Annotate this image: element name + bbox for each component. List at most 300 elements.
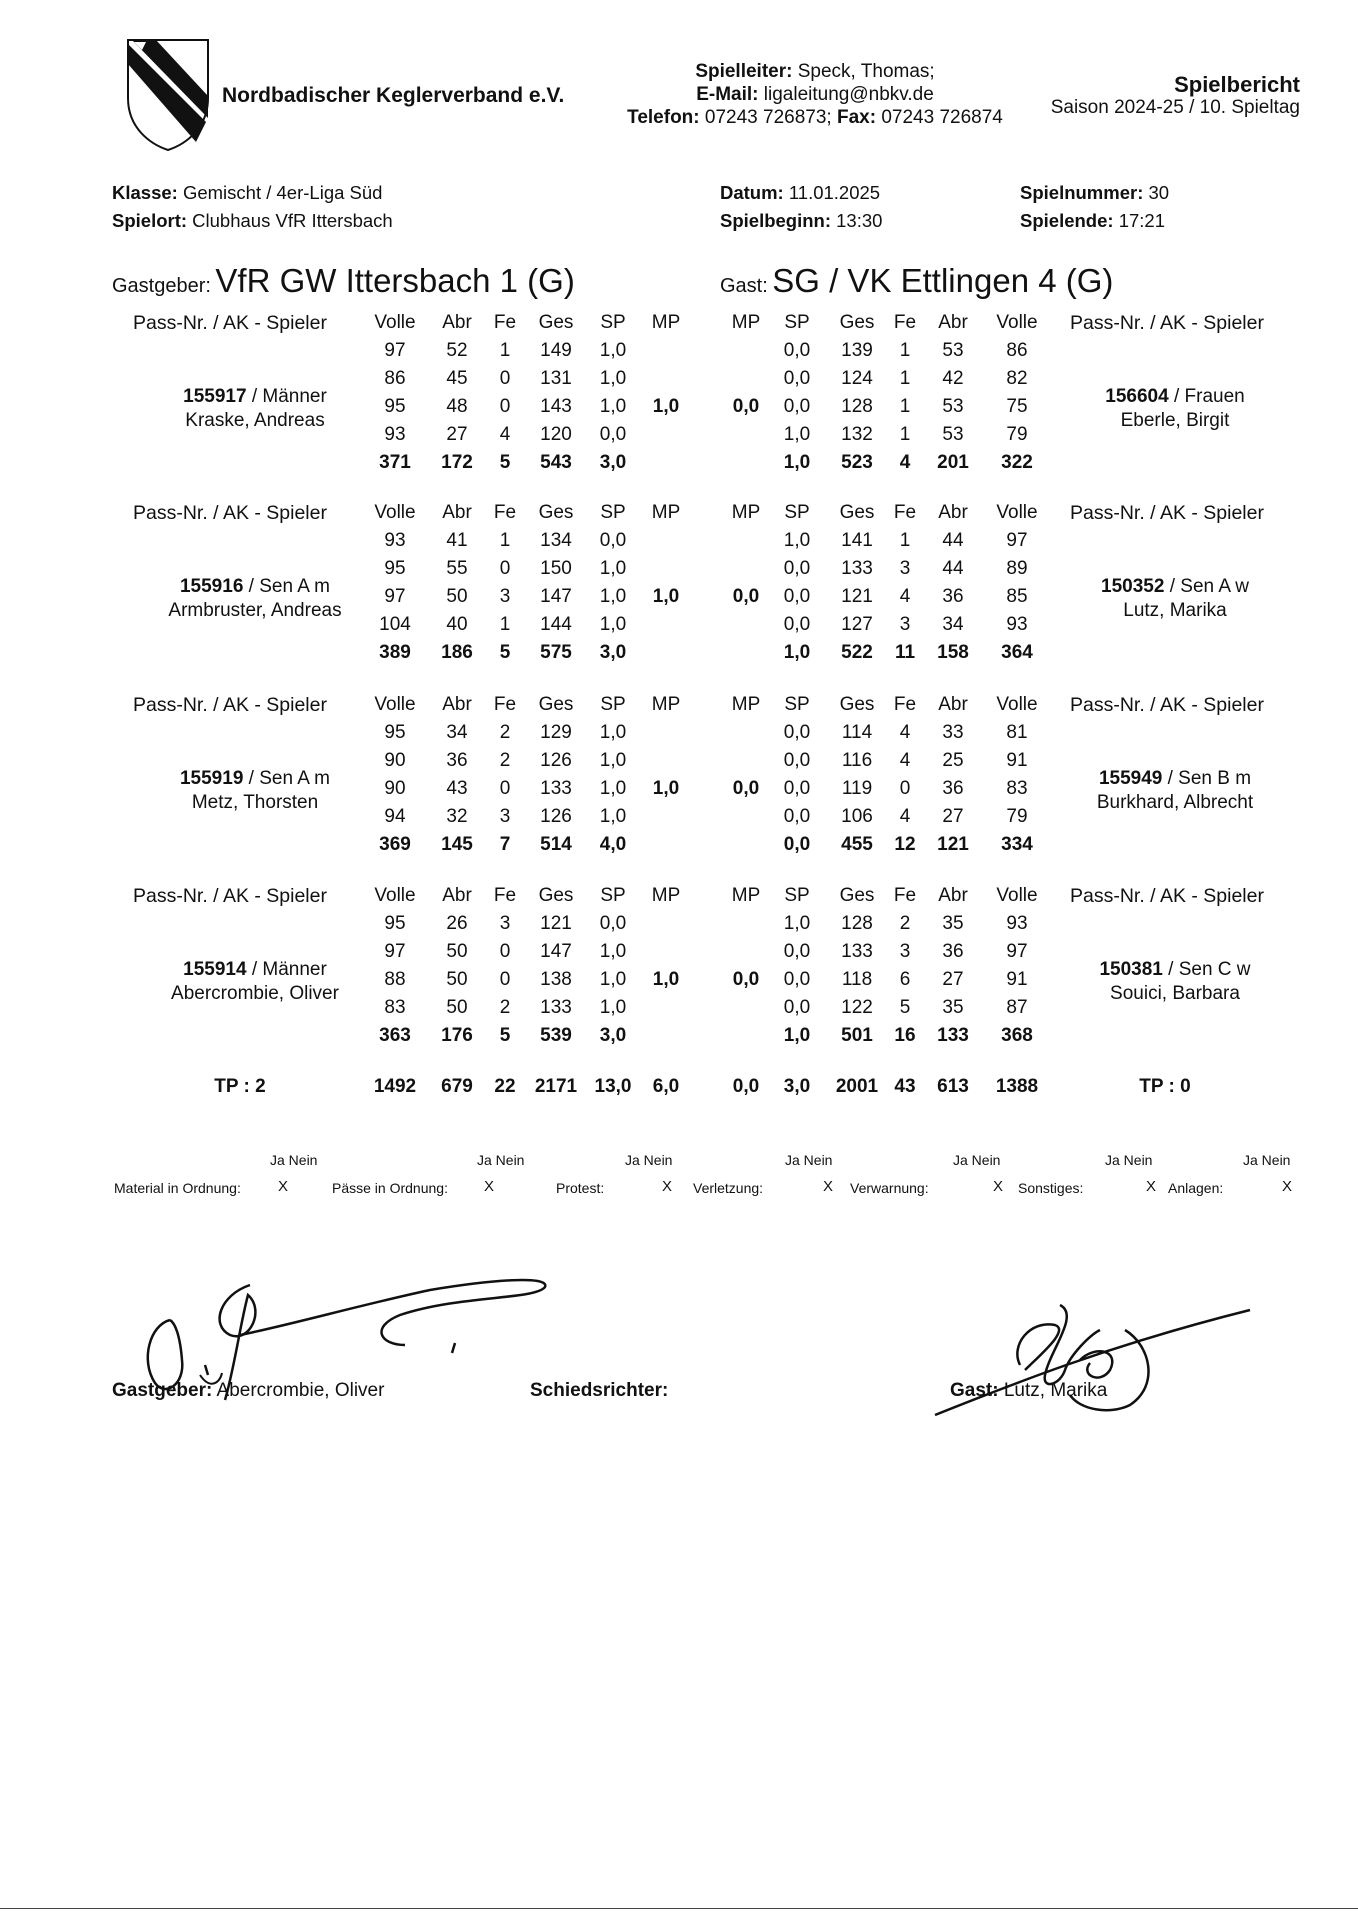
guest-score-cell: 0,0 xyxy=(783,586,811,607)
home-score-cell: 88 xyxy=(384,969,406,990)
home-score-cell: 0,0 xyxy=(599,530,627,551)
guest-column-header: SP xyxy=(784,885,810,906)
guest-score-cell: 81 xyxy=(1006,722,1028,743)
home-score-cell: 93 xyxy=(384,424,406,445)
home-subtotal-cell: 5 xyxy=(499,1025,511,1046)
guest-score-cell: 0,0 xyxy=(783,340,811,361)
guest-score-cell: 118 xyxy=(841,969,873,990)
guest-subtotal-cell: 455 xyxy=(841,834,873,855)
home-score-cell: 41 xyxy=(446,530,468,551)
league-email: E-Mail: ligaleitung@nbkv.de xyxy=(696,84,934,105)
guest-player: 156604 / Frauen Eberle, Birgit xyxy=(1105,386,1245,431)
guest-score-cell: 139 xyxy=(841,340,873,361)
home-score-cell: 149 xyxy=(540,340,572,361)
guest-score-cell: 141 xyxy=(841,530,873,551)
home-score-cell: 45 xyxy=(446,368,468,389)
home-score-cell: 1,0 xyxy=(599,368,627,389)
guest-score-cell: 128 xyxy=(841,396,873,417)
guest-column-header: Fe xyxy=(893,885,917,906)
home-score-cell: 1,0 xyxy=(599,722,627,743)
checklist-mark: X xyxy=(278,1178,289,1195)
guest-subtotal-cell: 522 xyxy=(841,642,873,663)
association-logo xyxy=(126,38,210,152)
home-score-cell: 0 xyxy=(499,368,511,389)
checklist-mark: X xyxy=(1146,1178,1157,1195)
guest-table-points: TP : 0 xyxy=(1139,1076,1191,1097)
guest-column-header: Abr xyxy=(938,312,968,333)
guest-subtotal-cell: 322 xyxy=(1001,452,1033,473)
guest-column-header: Ges xyxy=(839,885,875,906)
ja-nein-header: Ja Nein xyxy=(785,1152,833,1168)
guest-score-cell: 91 xyxy=(1006,750,1028,771)
home-score-cell: 50 xyxy=(446,969,468,990)
home-team: Gastgeber: VfR GW Ittersbach 1 (G) xyxy=(112,262,575,299)
home-score-cell: 1 xyxy=(499,530,511,551)
guest-player-header: Pass-Nr. / AK - Spieler xyxy=(1070,502,1264,524)
checklist-label: Protest: xyxy=(556,1180,605,1196)
checklist-mark: X xyxy=(662,1178,673,1195)
home-score-cell: 27 xyxy=(446,424,468,445)
home-subtotal-cell: 3,0 xyxy=(599,452,627,473)
guest-score-cell: 0,0 xyxy=(783,396,811,417)
guest-score-cell: 42 xyxy=(942,368,964,389)
checklist-label: Material in Ordnung: xyxy=(114,1180,241,1196)
home-table-points: TP : 2 xyxy=(214,1076,266,1097)
home-grand-total-cell: 6,0 xyxy=(652,1076,680,1097)
guest-score-cell: 89 xyxy=(1006,558,1028,579)
home-column-header: Ges xyxy=(538,502,574,523)
guest-score-cell: 25 xyxy=(942,750,964,771)
home-player-header: Pass-Nr. / AK - Spieler xyxy=(133,312,327,334)
home-score-cell: 0 xyxy=(499,396,511,417)
home-subtotal-cell: 145 xyxy=(441,834,473,855)
checklist-label: Sonstiges: xyxy=(1018,1180,1084,1196)
home-score-cell: 86 xyxy=(384,368,406,389)
guest-score-cell: 85 xyxy=(1006,586,1028,607)
home-player-header: Pass-Nr. / AK - Spieler xyxy=(133,502,327,524)
guest-score-cell: 6 xyxy=(899,969,911,990)
home-score-cell: 1,0 xyxy=(599,396,627,417)
home-column-header: Fe xyxy=(493,694,517,715)
home-score-cell: 40 xyxy=(446,614,468,635)
guest-score-cell: 0,0 xyxy=(783,368,811,389)
guest-column-header: Volle xyxy=(996,502,1038,523)
guest-score-cell: 3 xyxy=(899,941,911,962)
home-score-cell: 1,0 xyxy=(599,614,627,635)
guest-signature xyxy=(930,1275,1260,1425)
guest-signature-label: Gast: Lutz, Marika xyxy=(950,1380,1108,1401)
home-score-cell: 83 xyxy=(384,997,406,1018)
guest-score-cell: 44 xyxy=(942,530,964,551)
guest-player: 155949 / Sen B m Burkhard, Albrecht xyxy=(1096,768,1254,813)
home-score-cell: 121 xyxy=(540,913,572,934)
guest-score-cell: 35 xyxy=(942,913,964,934)
home-match-points: 1,0 xyxy=(652,396,680,417)
guest-score-cell: 114 xyxy=(841,722,873,743)
home-grand-total-cell: 22 xyxy=(494,1076,516,1097)
home-subtotal-cell: 363 xyxy=(379,1025,411,1046)
league-leader: Spielleiter: Speck, Thomas; xyxy=(695,61,935,82)
home-grand-total-cell: 2171 xyxy=(534,1076,578,1097)
guest-score-cell: 36 xyxy=(942,778,964,799)
guest-score-cell: 36 xyxy=(942,941,964,962)
checklist-mark: X xyxy=(1282,1178,1293,1195)
guest-score-cell: 91 xyxy=(1006,969,1028,990)
home-column-header: Abr xyxy=(442,694,472,715)
guest-score-cell: 0,0 xyxy=(783,722,811,743)
checklist-mark: X xyxy=(484,1178,495,1195)
guest-score-cell: 93 xyxy=(1006,913,1028,934)
ja-nein-header: Ja Nein xyxy=(1243,1152,1291,1168)
home-player-header: Pass-Nr. / AK - Spieler xyxy=(133,885,327,907)
home-column-header: MP xyxy=(651,312,681,333)
guest-score-cell: 3 xyxy=(899,558,911,579)
home-score-cell: 52 xyxy=(446,340,468,361)
home-subtotal-cell: 575 xyxy=(540,642,572,663)
guest-subtotal-cell: 1,0 xyxy=(783,642,811,663)
home-player-header: Pass-Nr. / AK - Spieler xyxy=(133,694,327,716)
home-score-cell: 147 xyxy=(540,941,572,962)
home-column-header: Abr xyxy=(442,312,472,333)
home-subtotal-cell: 4,0 xyxy=(599,834,627,855)
home-grand-total-cell: 13,0 xyxy=(594,1076,632,1097)
home-subtotal-cell: 3,0 xyxy=(599,1025,627,1046)
home-player: 155916 / Sen A m Armbruster, Andreas xyxy=(168,576,342,621)
checklist-label: Anlagen: xyxy=(1168,1180,1224,1196)
home-score-cell: 2 xyxy=(499,750,511,771)
guest-column-header: Ges xyxy=(839,312,875,333)
guest-score-cell: 27 xyxy=(942,969,964,990)
home-match-points: 1,0 xyxy=(652,778,680,799)
guest-score-cell: 132 xyxy=(841,424,873,445)
home-score-cell: 1,0 xyxy=(599,750,627,771)
home-score-cell: 138 xyxy=(540,969,572,990)
guest-score-cell: 97 xyxy=(1006,941,1028,962)
guest-subtotal-cell: 11 xyxy=(894,642,916,663)
home-column-header: Volle xyxy=(374,694,416,715)
home-subtotal-cell: 539 xyxy=(540,1025,572,1046)
guest-score-cell: 4 xyxy=(899,750,911,771)
guest-subtotal-cell: 0,0 xyxy=(783,834,811,855)
guest-score-cell: 97 xyxy=(1006,530,1028,551)
league-phone: Telefon: 07243 726873; Fax: 07243 726874 xyxy=(627,107,1003,128)
home-score-cell: 2 xyxy=(499,997,511,1018)
home-subtotal-cell: 371 xyxy=(379,452,411,473)
report-season: Saison 2024-25 / 10. Spieltag xyxy=(1050,97,1300,118)
home-score-cell: 43 xyxy=(446,778,468,799)
home-score-cell: 134 xyxy=(540,530,572,551)
guest-grand-total-cell: 1388 xyxy=(995,1076,1039,1097)
home-column-header: MP xyxy=(651,885,681,906)
home-score-cell: 120 xyxy=(540,424,572,445)
home-score-cell: 97 xyxy=(384,340,406,361)
home-subtotal-cell: 389 xyxy=(379,642,411,663)
guest-column-header: Fe xyxy=(893,312,917,333)
home-score-cell: 94 xyxy=(384,806,406,827)
guest-team: Gast: SG / VK Ettlingen 4 (G) xyxy=(720,262,1114,299)
guest-player: 150352 / Sen A w Lutz, Marika xyxy=(1101,576,1249,621)
guest-score-cell: 53 xyxy=(942,424,964,445)
guest-column-header: Abr xyxy=(938,502,968,523)
guest-score-cell: 34 xyxy=(942,614,964,635)
guest-score-cell: 0,0 xyxy=(783,778,811,799)
home-score-cell: 2 xyxy=(499,722,511,743)
guest-subtotal-cell: 158 xyxy=(937,642,969,663)
guest-score-cell: 133 xyxy=(841,558,873,579)
referee-signature-label: Schiedsrichter: xyxy=(530,1380,669,1401)
home-score-cell: 95 xyxy=(384,722,406,743)
guest-player-header: Pass-Nr. / AK - Spieler xyxy=(1070,312,1264,334)
home-score-cell: 50 xyxy=(446,997,468,1018)
guest-score-cell: 128 xyxy=(841,913,873,934)
guest-score-cell: 0 xyxy=(899,778,911,799)
home-score-cell: 0 xyxy=(499,941,511,962)
guest-score-cell: 122 xyxy=(841,997,873,1018)
checklist-label: Verletzung: xyxy=(693,1180,764,1196)
home-score-cell: 97 xyxy=(384,941,406,962)
home-score-cell: 1,0 xyxy=(599,586,627,607)
home-score-cell: 1,0 xyxy=(599,806,627,827)
guest-score-cell: 4 xyxy=(899,722,911,743)
guest-score-cell: 1,0 xyxy=(783,424,811,445)
guest-subtotal-cell: 12 xyxy=(894,834,916,855)
home-match-points: 1,0 xyxy=(652,969,680,990)
guest-score-cell: 75 xyxy=(1006,396,1028,417)
home-score-cell: 32 xyxy=(446,806,468,827)
page-bottom-rule xyxy=(0,1908,1358,1909)
start-info: Spielbeginn: 13:30 xyxy=(720,210,883,231)
guest-score-cell: 53 xyxy=(942,396,964,417)
home-player: 155917 / Männer Kraske, Andreas xyxy=(183,386,327,431)
home-score-cell: 34 xyxy=(446,722,468,743)
home-score-cell: 131 xyxy=(540,368,572,389)
guest-score-cell: 83 xyxy=(1006,778,1028,799)
home-score-cell: 143 xyxy=(540,396,572,417)
home-score-cell: 104 xyxy=(379,614,411,635)
home-score-cell: 3 xyxy=(499,586,511,607)
home-score-cell: 3 xyxy=(499,806,511,827)
checklist-label: Verwarnung: xyxy=(850,1180,929,1196)
organization-name: Nordbadischer Keglerverband e.V. xyxy=(222,84,565,107)
guest-score-cell: 1,0 xyxy=(783,913,811,934)
venue-info: Spielort: Clubhaus VfR Ittersbach xyxy=(112,210,393,231)
guest-score-cell: 0,0 xyxy=(783,750,811,771)
ja-nein-header: Ja Nein xyxy=(477,1152,525,1168)
guest-subtotal-cell: 501 xyxy=(841,1025,873,1046)
guest-player-header: Pass-Nr. / AK - Spieler xyxy=(1070,694,1264,716)
guest-subtotal-cell: 364 xyxy=(1001,642,1033,663)
guest-score-cell: 0,0 xyxy=(783,969,811,990)
home-score-cell: 1,0 xyxy=(599,340,627,361)
guest-column-header: Fe xyxy=(893,694,917,715)
home-score-cell: 1,0 xyxy=(599,941,627,962)
checklist-label: Pässe in Ordnung: xyxy=(332,1180,448,1196)
home-column-header: Abr xyxy=(442,502,472,523)
guest-match-points: 0,0 xyxy=(732,586,760,607)
ja-nein-header: Ja Nein xyxy=(625,1152,673,1168)
guest-score-cell: 2 xyxy=(899,913,911,934)
home-subtotal-cell: 172 xyxy=(441,452,473,473)
home-score-cell: 126 xyxy=(540,806,572,827)
home-score-cell: 95 xyxy=(384,558,406,579)
ja-nein-header: Ja Nein xyxy=(270,1152,318,1168)
home-score-cell: 0 xyxy=(499,969,511,990)
guest-column-header: SP xyxy=(784,502,810,523)
home-score-cell: 95 xyxy=(384,396,406,417)
guest-subtotal-cell: 16 xyxy=(894,1025,916,1046)
guest-column-header: Ges xyxy=(839,694,875,715)
home-score-cell: 97 xyxy=(384,586,406,607)
home-score-cell: 147 xyxy=(540,586,572,607)
guest-score-cell: 0,0 xyxy=(783,941,811,962)
guest-score-cell: 93 xyxy=(1006,614,1028,635)
home-subtotal-cell: 543 xyxy=(540,452,572,473)
guest-score-cell: 53 xyxy=(942,340,964,361)
home-score-cell: 133 xyxy=(540,778,572,799)
guest-subtotal-cell: 368 xyxy=(1001,1025,1033,1046)
guest-score-cell: 4 xyxy=(899,806,911,827)
guest-score-cell: 1 xyxy=(899,368,911,389)
home-player: 155914 / Männer Abercrombie, Oliver xyxy=(171,959,339,1004)
guest-column-header: Abr xyxy=(938,885,968,906)
guest-column-header: Volle xyxy=(996,694,1038,715)
home-score-cell: 133 xyxy=(540,997,572,1018)
home-score-cell: 1,0 xyxy=(599,969,627,990)
home-subtotal-cell: 5 xyxy=(499,452,511,473)
guest-score-cell: 1 xyxy=(899,396,911,417)
home-score-cell: 90 xyxy=(384,778,406,799)
guest-column-header: Volle xyxy=(996,312,1038,333)
home-subtotal-cell: 186 xyxy=(441,642,473,663)
home-score-cell: 90 xyxy=(384,750,406,771)
guest-column-header: MP xyxy=(731,502,761,523)
guest-subtotal-cell: 133 xyxy=(937,1025,969,1046)
home-score-cell: 1,0 xyxy=(599,997,627,1018)
home-column-header: SP xyxy=(600,312,626,333)
guest-score-cell: 106 xyxy=(841,806,873,827)
home-column-header: Ges xyxy=(538,694,574,715)
guest-score-cell: 82 xyxy=(1006,368,1028,389)
home-score-cell: 0 xyxy=(499,558,511,579)
home-score-cell: 129 xyxy=(540,722,572,743)
home-score-cell: 55 xyxy=(446,558,468,579)
home-score-cell: 126 xyxy=(540,750,572,771)
guest-column-header: SP xyxy=(784,694,810,715)
home-score-cell: 0,0 xyxy=(599,424,627,445)
guest-column-header: Fe xyxy=(893,502,917,523)
guest-score-cell: 35 xyxy=(942,997,964,1018)
home-score-cell: 1 xyxy=(499,614,511,635)
checklist-mark: X xyxy=(823,1178,834,1195)
home-score-cell: 95 xyxy=(384,913,406,934)
home-column-header: SP xyxy=(600,694,626,715)
home-score-cell: 26 xyxy=(446,913,468,934)
guest-subtotal-cell: 334 xyxy=(1001,834,1033,855)
home-match-points: 1,0 xyxy=(652,586,680,607)
guest-column-header: MP xyxy=(731,312,761,333)
end-info: Spielende: 17:21 xyxy=(1020,210,1165,231)
guest-column-header: SP xyxy=(784,312,810,333)
home-score-cell: 0 xyxy=(499,778,511,799)
guest-match-points: 0,0 xyxy=(732,778,760,799)
guest-score-cell: 1,0 xyxy=(783,530,811,551)
guest-column-header: Abr xyxy=(938,694,968,715)
home-score-cell: 1,0 xyxy=(599,778,627,799)
guest-score-cell: 1 xyxy=(899,340,911,361)
home-column-header: Volle xyxy=(374,885,416,906)
guest-grand-total-cell: 613 xyxy=(937,1076,969,1097)
guest-subtotal-cell: 523 xyxy=(841,452,873,473)
guest-score-cell: 79 xyxy=(1006,424,1028,445)
home-subtotal-cell: 5 xyxy=(499,642,511,663)
guest-score-cell: 119 xyxy=(841,778,873,799)
home-score-cell: 48 xyxy=(446,396,468,417)
guest-column-header: MP xyxy=(731,885,761,906)
home-subtotal-cell: 3,0 xyxy=(599,642,627,663)
home-column-header: MP xyxy=(651,502,681,523)
home-score-cell: 36 xyxy=(446,750,468,771)
home-column-header: SP xyxy=(600,502,626,523)
home-column-header: Ges xyxy=(538,312,574,333)
home-score-cell: 1,0 xyxy=(599,558,627,579)
home-score-cell: 4 xyxy=(499,424,511,445)
guest-score-cell: 79 xyxy=(1006,806,1028,827)
guest-subtotal-cell: 121 xyxy=(937,834,969,855)
home-subtotal-cell: 369 xyxy=(379,834,411,855)
guest-score-cell: 36 xyxy=(942,586,964,607)
guest-column-header: Ges xyxy=(839,502,875,523)
home-score-cell: 93 xyxy=(384,530,406,551)
home-grand-total-cell: 679 xyxy=(441,1076,473,1097)
home-subtotal-cell: 514 xyxy=(540,834,572,855)
guest-grand-total-cell: 0,0 xyxy=(732,1076,760,1097)
guest-column-header: Volle xyxy=(996,885,1038,906)
date-info: Datum: 11.01.2025 xyxy=(720,182,881,203)
guest-score-cell: 124 xyxy=(841,368,873,389)
home-column-header: Fe xyxy=(493,502,517,523)
guest-player-header: Pass-Nr. / AK - Spieler xyxy=(1070,885,1264,907)
guest-score-cell: 1 xyxy=(899,424,911,445)
home-score-cell: 50 xyxy=(446,586,468,607)
guest-score-cell: 1 xyxy=(899,530,911,551)
home-column-header: SP xyxy=(600,885,626,906)
guest-score-cell: 121 xyxy=(841,586,873,607)
checklist-mark: X xyxy=(993,1178,1004,1195)
guest-score-cell: 4 xyxy=(899,586,911,607)
guest-score-cell: 0,0 xyxy=(783,806,811,827)
home-score-cell: 50 xyxy=(446,941,468,962)
ja-nein-header: Ja Nein xyxy=(1105,1152,1153,1168)
guest-column-header: MP xyxy=(731,694,761,715)
guest-score-cell: 116 xyxy=(841,750,873,771)
guest-grand-total-cell: 3,0 xyxy=(783,1076,811,1097)
guest-score-cell: 86 xyxy=(1006,340,1028,361)
home-score-cell: 1 xyxy=(499,340,511,361)
home-player: 155919 / Sen A m Metz, Thorsten xyxy=(179,768,330,813)
guest-score-cell: 3 xyxy=(899,614,911,635)
class-info: Klasse: Gemischt / 4er-Liga Süd xyxy=(112,182,383,203)
guest-score-cell: 133 xyxy=(841,941,873,962)
home-column-header: Fe xyxy=(493,312,517,333)
guest-subtotal-cell: 4 xyxy=(899,452,911,473)
home-subtotal-cell: 176 xyxy=(441,1025,473,1046)
guest-score-cell: 5 xyxy=(899,997,911,1018)
home-score-cell: 150 xyxy=(540,558,572,579)
home-signature-label: Gastgeber: Abercrombie, Oliver xyxy=(112,1380,385,1401)
guest-grand-total-cell: 2001 xyxy=(835,1076,879,1097)
home-grand-total-cell: 1492 xyxy=(373,1076,417,1097)
home-subtotal-cell: 7 xyxy=(499,834,511,855)
